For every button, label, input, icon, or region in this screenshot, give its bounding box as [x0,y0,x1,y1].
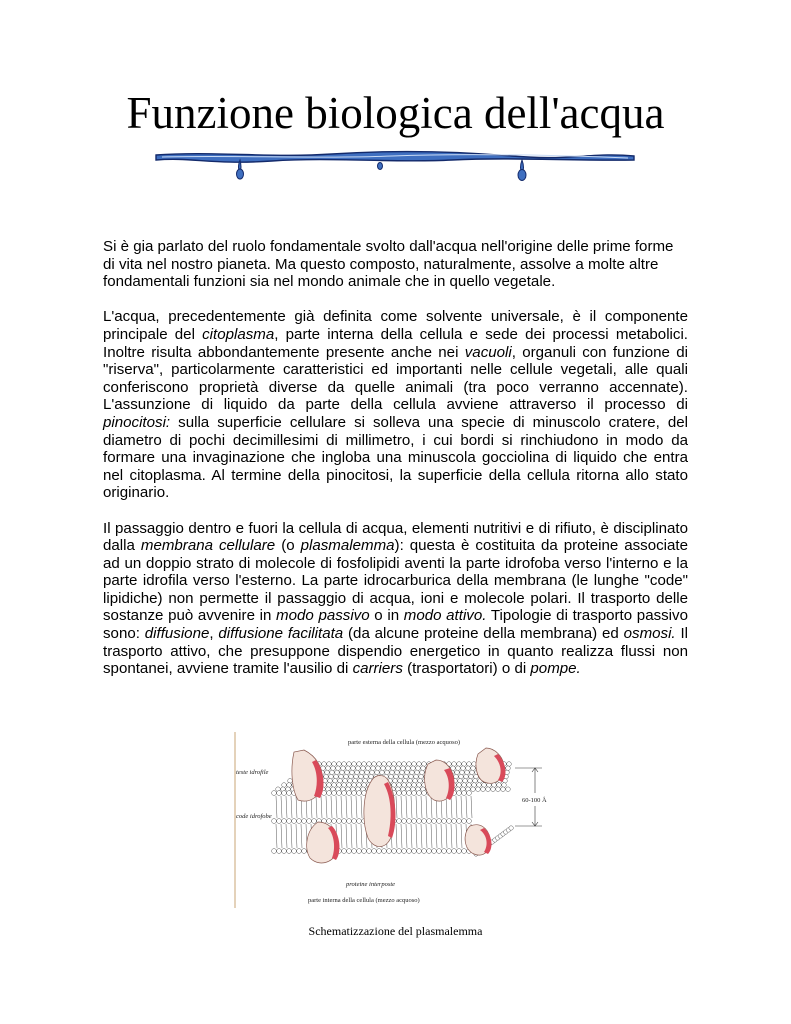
lipid-head [407,819,412,824]
lipid-head [491,787,496,792]
lipid-head [416,766,421,771]
membrane-drawing [272,748,514,863]
lipid-head [390,770,395,775]
lipid-head [502,783,507,788]
lipid-head [372,849,377,854]
italic-term: modo passivo [276,607,370,625]
lipid-head [462,762,467,767]
lipid-head [336,766,341,771]
lipid-head [352,762,357,767]
lipid-head [352,783,357,788]
lipid-head [332,791,337,796]
lipid-head [335,770,340,775]
lipid-head [364,774,369,779]
lipid-head [347,762,352,767]
lipid-head [482,783,487,788]
lipid-head [417,849,422,854]
italic-term: modo attivo. [403,607,487,625]
lipid-head [332,783,337,788]
lipid-head [397,783,402,788]
lipid-head [324,774,329,779]
lipid-head [467,819,472,824]
lipid-head [337,762,342,767]
article-body [103,238,688,695]
lipid-head [382,849,387,854]
lipid-head [326,766,331,771]
lipid-head [463,779,468,784]
lipid-head [357,783,362,788]
lipid-head [302,849,307,854]
lipid-head [371,766,376,771]
label-hydrophilic-heads: teste idrofile [236,769,269,776]
lipid-head [397,791,402,796]
lipid-head [462,791,467,796]
text-run: Il trasporto attivo, che presuppone dispendio energetico in quanto realizza flussi non spontanei, avviene tramite l'ausilio di [103,625,689,678]
lipid-head [411,766,416,771]
lipid-head [387,762,392,767]
lipid-head [349,774,354,779]
lipid-head [413,779,418,784]
paragraph [103,308,688,502]
italic-term: pompe. [530,660,581,678]
lipid-head [352,791,357,796]
lipid-head [342,849,347,854]
lipid-head [407,762,412,767]
lipid-head [342,819,347,824]
lipid-head [470,770,475,775]
lipid-head [472,783,477,788]
lipid-head [496,787,501,792]
lipid-head [432,849,437,854]
lipid-head [358,779,363,784]
lipid-head [348,779,353,784]
lipid-head [363,779,368,784]
lipid-head [282,791,287,796]
lipid-head [328,779,333,784]
lipid-head [486,787,491,792]
lipid-head [427,819,432,824]
lipid-head [509,826,513,830]
lipid-head [393,779,398,784]
lipid-head [461,766,466,771]
lipid-head [457,791,462,796]
text-run: Il passaggio dentro e fuori la cellula di acqua, elementi nutritivi e di rifiuto, è disciplinato dalla [103,519,688,555]
lipid-head [432,819,437,824]
lipid-head [466,766,471,771]
lipid-head [412,849,417,854]
paragraph [103,238,688,291]
lipid-head [372,762,377,767]
lipid-head [452,849,457,854]
text-run: (o [275,537,301,555]
lipid-head [302,819,307,824]
lipid-head [442,849,447,854]
lipid-head [422,849,427,854]
lipid-head [471,787,476,792]
lipid-head [365,770,370,775]
lipid-head [459,774,464,779]
lipid-head [407,849,412,854]
label-outer-medium: parte esterna della cellula (mezzo acquoso) [348,739,461,746]
lipid-head [457,849,462,854]
lipid-head [394,774,399,779]
lipid-head [400,770,405,775]
lipid-head [385,770,390,775]
lipid-head [410,770,415,775]
lipid-head [377,849,382,854]
lipid-head [381,766,386,771]
lipid-head [497,783,502,788]
lipid-head [402,791,407,796]
lipid-head [327,819,332,824]
lipid-head [401,766,406,771]
lipid-head [422,819,427,824]
text-run: ): questa è costituita da proteine associate ad un doppio strato di molecole di fosfolipidi aventi la parte idrofoba verso l'interno e la parte idrofila verso l'esterno. La parte idrocarburica della membrana (le lunghe "code" lipidiche) non permette il passaggio di acqua, ioni e molecole polari. Il trasporto delle sostanze può avvenire in [103,537,688,625]
lipid-head [362,762,367,767]
lipid-head [477,783,482,788]
lipid-head [412,762,417,767]
lipid-head [399,774,404,779]
lipid-head [392,762,397,767]
plasmalemma-illustration [232,730,560,910]
lipid-head [397,762,402,767]
text-run: sulla superficie cellulare si solleva una specie di minuscolo cratere, del diametro di pochi decimillesimi di millimetro, i cui bordi si rinchiudono in modo da formare una invaginazione che ingloba una minuscola gocciolina di liquido che entra nel citoplasma. Al termine della pinocitosi, la superficie della cellula ritorna allo stato originario. [103,413,688,502]
lipid-head [337,791,342,796]
lipid-head [342,791,347,796]
lipid-head [282,819,287,824]
lipid-head [357,819,362,824]
lipid-head [333,779,338,784]
lipid-head [422,762,427,767]
lipid-head [360,770,365,775]
lipid-head [282,783,287,788]
lipid-head [332,762,337,767]
lipid-head [332,819,337,824]
lipid-head [287,819,292,824]
lipid-head [392,783,397,788]
lipid-head [468,779,473,784]
lipid-head [397,849,402,854]
lipid-head [282,849,287,854]
lipid-head [340,770,345,775]
lipid-head [357,791,362,796]
lipid-head [327,783,332,788]
lipid-head [357,762,362,767]
lipid-head [342,783,347,788]
lipid-head [277,791,282,796]
lipid-head [457,819,462,824]
lipid-head [457,762,462,767]
italic-term: diffusione facilitata [218,625,344,643]
lipid-head [501,787,506,792]
lipid-head [437,819,442,824]
lipid-head [347,849,352,854]
lipid-head [467,783,472,788]
italic-term: carriers [352,660,403,678]
lipid-head [361,766,366,771]
lipid-head [405,770,410,775]
lipid-head [506,766,511,771]
lipid-head [330,770,335,775]
lipid-head [352,819,357,824]
lipid-head [457,783,462,788]
paragraph [103,520,688,678]
lipid-head [288,779,293,784]
lipid-head [404,774,409,779]
lipid-head [412,791,417,796]
lipid-head [337,819,342,824]
lipid-head [462,819,467,824]
lipid-head [362,849,367,854]
lipid-head [345,770,350,775]
lipid-head [427,849,432,854]
lipid-head [357,849,362,854]
italic-term: pinocitosi: [103,413,171,431]
text-run: , organuli con funzione di "riserva", particolarmente caratteristici ed importanti nelle cellule vegetali, alle quali conferiscono proprietà diverse da quelle animali (tra poco verranno accennate). L'assunzione di liquido da parte della cellula avviene attraverso il processo di [103,343,689,414]
lipid-head [272,819,277,824]
lipid-head [362,783,367,788]
lipid-head [415,770,420,775]
lipid-head [386,766,391,771]
lipid-head [417,791,422,796]
lipid-head [389,774,394,779]
lipid-head [387,849,392,854]
lipid-head [339,774,344,779]
lipid-head [414,774,419,779]
label-proteins: proteine interposte [346,881,396,888]
lipid-head [375,770,380,775]
lipid-head [467,762,472,767]
lipid-head [327,762,332,767]
italic-term: citoplasma [202,325,275,343]
lipid-head [469,774,474,779]
lipid-head [297,819,302,824]
lipid-head [369,774,374,779]
lipid-head [287,849,292,854]
lipid-head [272,849,277,854]
lipid-head [402,762,407,767]
lipid-head [277,849,282,854]
lipid-head [452,762,457,767]
italic-term: membrana cellulare [140,537,276,555]
text-run: L'acqua, precedentemente già definita come solvente universale, è il componente principale del [103,308,688,343]
italic-term: vacuoli [464,343,512,361]
lipid-head [462,849,467,854]
lipid-head [354,774,359,779]
lipid-head [347,819,352,824]
label-thickness: 60-100 Å [522,797,547,804]
lipid-head [452,819,457,824]
lipid-head [421,766,426,771]
lipid-head [402,819,407,824]
lipid-head [346,766,351,771]
lipid-head [476,787,481,792]
lipid-head [437,849,442,854]
lipid-head [392,849,397,854]
lipid-head [307,819,312,824]
lipid-head [420,770,425,775]
italic-term: osmosi. [623,625,676,643]
lipid-head [272,791,277,796]
lipid-head [347,783,352,788]
text-run: , [209,625,219,643]
lipid-head [407,783,412,788]
lipid-head [412,783,417,788]
lipid-head [277,819,282,824]
lipid-head [350,770,355,775]
lipid-head [380,770,385,775]
lipid-head [406,766,411,771]
lipid-head [465,770,470,775]
lipid-head [397,819,402,824]
lipid-head [367,849,372,854]
lipid-head [412,819,417,824]
lipid-head [376,766,381,771]
lipid-head [382,762,387,767]
lipid-head [481,787,486,792]
lipid-head [418,779,423,784]
lipid-head [467,791,472,796]
lipid-head [409,774,414,779]
lipid-head [370,770,375,775]
text-run: (trasportatori) o di [402,660,531,678]
lipid-head [292,819,297,824]
lipid-head [338,779,343,784]
lipid-head [347,791,352,796]
lipid-head [356,766,361,771]
lipid-head [442,819,447,824]
lipid-head [287,791,292,796]
lipid-head [352,849,357,854]
lipid-head [417,819,422,824]
text-run: o in [369,607,404,625]
lipid-head [312,819,317,824]
lipid-head [337,783,342,788]
lipid-head [402,849,407,854]
lipid-head [398,779,403,784]
lipid-head [322,762,327,767]
lipid-head [395,770,400,775]
text-run: (da alcune proteine della membrana) ed [343,625,624,643]
lipid-head [355,770,360,775]
label-inner-medium: parte interna della cellula (mezzo acquoso) [308,897,420,904]
lipid-head [353,779,358,784]
lipid-head [417,783,422,788]
lipid-head [454,774,459,779]
lipid-head [377,762,382,767]
lipid-head [287,783,292,788]
lipid-head [458,779,463,784]
lipid-head [419,774,424,779]
lipid-head [464,774,469,779]
lipid-head [331,766,336,771]
lipid-head [344,774,349,779]
lipid-head [506,787,511,792]
lipid-head [366,766,371,771]
lipid-head [325,770,330,775]
lipid-head [343,779,348,784]
lipid-head [447,849,452,854]
lipid-head [455,770,460,775]
lipid-head [292,849,297,854]
lipid-head [334,774,339,779]
lipid-head [462,783,467,788]
lipid-head [359,774,364,779]
lipid-head [329,774,334,779]
lipid-head [341,766,346,771]
text-run: Tipologie di trasporto passivo sono: [103,607,688,643]
lipid-head [402,783,407,788]
italic-term: diffusione [144,625,210,643]
lipid-head [417,762,422,767]
text-run: , parte interna della cellula e sede dei processi metabolici. Inoltre risulta abbondantemente presente anche nei [103,325,688,361]
lipid-head [422,791,427,796]
lipid-head [473,779,478,784]
lipid-head [391,766,396,771]
italic-term: plasmalemma [300,537,395,555]
lipid-head [396,766,401,771]
water-divider-ornament [152,148,638,184]
lipid-head [407,791,412,796]
figure-caption: Schematizzazione del plasmalemma [308,924,483,938]
lipid-head [507,762,512,767]
lipid-head [447,819,452,824]
lipid-head [471,766,476,771]
lipid-head [351,766,356,771]
lipid-head [327,791,332,796]
lipid-head [403,779,408,784]
lipid-head [342,762,347,767]
lipid-head [456,766,461,771]
lipid-head [367,762,372,767]
lipid-head [408,779,413,784]
page-title: Funzione biologica dell'acqua [126,88,665,138]
lipid-head [297,849,302,854]
lipid-head [460,770,465,775]
label-hydrophobic-tails: code idrofobe [236,813,272,820]
text-run: Si è gia parlato del ruolo fondamentale svolto dall'acqua nell'origine delle prime forme di vita nel nostro pianeta. Ma questo composto, naturalmente, assolve a molte altre fondamentali funzioni sia nel mondo animale che in quello vegetale. [103,238,674,291]
